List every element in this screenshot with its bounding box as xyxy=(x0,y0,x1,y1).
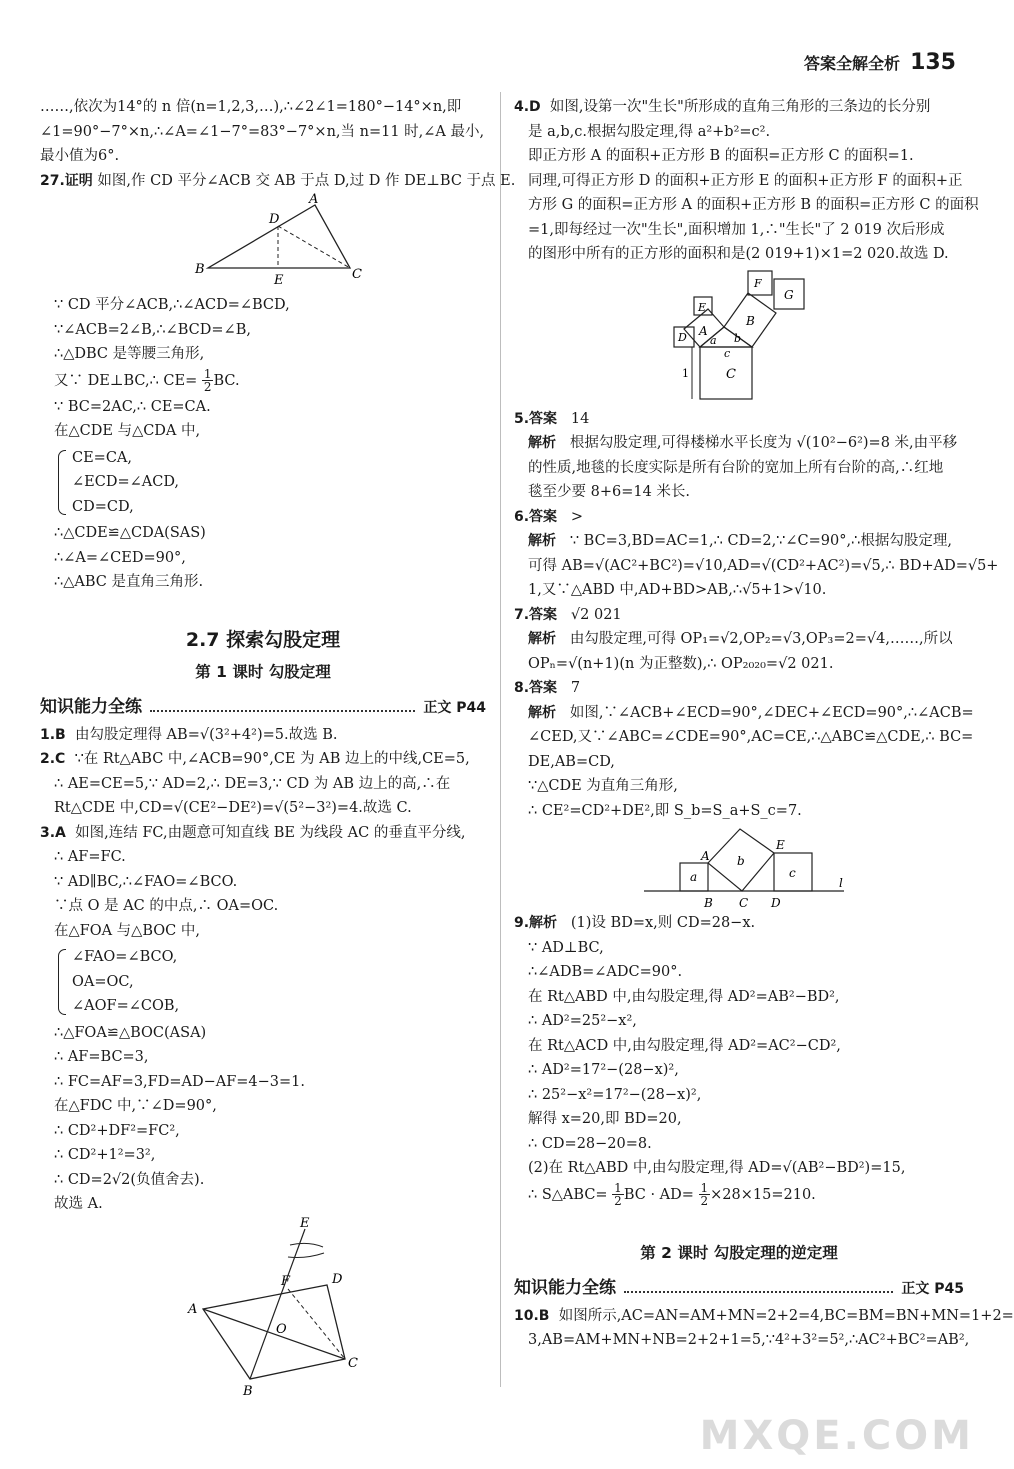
label-1: 1 xyxy=(682,366,689,380)
analysis-text: 由勾股定理,可得 OP₁=√2,OP₂=√3,OP₃=2=√4,……,所以 xyxy=(569,631,953,647)
fraction-prefix: 又∵ DE⊥BC,∴ CE= xyxy=(54,372,198,389)
text-line: ∵∠ACB=2∠B,∴∠BCD=∠B, xyxy=(54,321,251,338)
label-E: E xyxy=(776,838,785,852)
question-number: 10.B xyxy=(514,1307,550,1324)
label-D: D xyxy=(269,212,280,227)
brace-line: OA=OC, xyxy=(72,973,134,990)
question-number: 8.答案 xyxy=(514,680,558,696)
right-column xyxy=(514,95,1014,1353)
q5-answer xyxy=(514,407,964,432)
analysis-label: 解析 xyxy=(528,533,556,549)
text-line: 故选 A. xyxy=(54,1196,103,1212)
analysis-label: 解析 xyxy=(528,631,556,647)
label-a: a xyxy=(690,870,698,884)
answer: > xyxy=(570,508,584,525)
question-number: 2.C xyxy=(40,751,66,767)
practice-bar-page: 正文 P45 xyxy=(901,1280,964,1297)
label-D: D xyxy=(678,330,687,344)
q7-answer xyxy=(514,603,964,628)
answer: 7 xyxy=(570,680,581,696)
text-line: (2)在 Rt△ABD 中,由勾股定理,得 AD=√(AB²−BD²)=15, xyxy=(528,1160,906,1176)
lesson-title: 第 1 课时 勾股定理 xyxy=(195,662,331,681)
question-number: 9.解析 xyxy=(514,915,558,931)
brace-line: CE=CA, xyxy=(72,449,133,466)
text-line: 的性质,地毯的长度实际是所有台阶的宽加上所有台阶的高,∴红地 xyxy=(528,459,944,476)
lesson-title: 第 2 课时 勾股定理的逆定理 xyxy=(640,1243,838,1262)
text-line: 可得 AB=√(AC²+BC²)=√10,AD=√(CD²+AC²)=√5,∴ BD+AD=√5+ xyxy=(528,557,999,574)
question-number: 4.D xyxy=(514,99,541,115)
question-number: 3.A xyxy=(40,824,66,841)
label-B: B xyxy=(195,262,205,277)
q5-analysis xyxy=(514,431,964,456)
text-line: 1,又∵△ABD 中,AD+BD>AB,∴√5+1>√10. xyxy=(528,582,827,598)
label-O: O xyxy=(276,1321,287,1337)
analysis-text: 根据勾股定理,可得楼梯水平长度为 √(10²−6²)=8 米,由平移 xyxy=(569,435,958,451)
label-D: D xyxy=(332,1271,343,1287)
text-line: 在 Rt△ACD 中,由勾股定理,得 AD²=AC²−CD², xyxy=(528,1037,841,1054)
text-line: ∴ CD²+DF²=FC², xyxy=(54,1122,180,1139)
question-text: 如图所示,AC=AN=AM+MN=2+2=4,BC=BM=BN+MN=1+2= xyxy=(558,1307,1014,1324)
label-E: E xyxy=(274,273,284,288)
practice-bar xyxy=(514,1273,964,1298)
text-line: ∴△CDE≌△CDA(SAS) xyxy=(54,525,206,541)
fraction-suffix: BC. xyxy=(213,372,240,389)
practice-bar xyxy=(40,692,486,717)
q6-answer xyxy=(514,505,964,530)
page-header xyxy=(804,50,956,75)
q10-line xyxy=(514,1304,1014,1329)
label-A: A xyxy=(188,1301,198,1317)
label-B: B xyxy=(746,313,755,328)
fraction-numerator: 1 xyxy=(203,367,212,381)
page-number: 135 xyxy=(910,50,956,75)
condition-brace xyxy=(54,446,486,520)
q3-quadrilateral-figure xyxy=(40,1217,486,1397)
text-line: ∴ CD²+1²=3², xyxy=(54,1147,156,1163)
text-line: 的图形中所有的正方形的面积和是(2 019+1)×1=2 020.故选 D. xyxy=(528,246,949,262)
brace-line: CD=CD, xyxy=(72,498,134,515)
site-watermark: MXQE.COM xyxy=(699,1413,974,1459)
label-A: A xyxy=(309,192,319,207)
practice-bar-page: 正文 P44 xyxy=(423,699,486,716)
practice-bar-label: 知识能力全练 xyxy=(40,696,142,717)
label-b: b xyxy=(734,331,742,345)
q27-triangle-figure xyxy=(40,193,486,293)
text-line: ∴△ABC 是直角三角形. xyxy=(54,574,204,590)
left-column xyxy=(40,95,516,1399)
text-line: Rt△CDE 中,CD=√(CE²−DE²)=√(5²−3²)=4.故选 C. xyxy=(54,800,412,816)
question-number: 7.答案 xyxy=(514,606,558,623)
q8-answer xyxy=(514,676,964,701)
fraction xyxy=(612,1182,624,1207)
section-title: 2.7 探索勾股定理 xyxy=(185,628,341,651)
text-line: ∴ FC=AF=3,FD=AD−AF=4−3=1. xyxy=(54,1073,306,1090)
text-line: 同理,可得正方形 D 的面积+正方形 E 的面积+正方形 F 的面积+正 xyxy=(528,172,963,189)
q4-line xyxy=(514,95,964,120)
practice-bar-label: 知识能力全练 xyxy=(514,1277,616,1298)
label-E: E xyxy=(698,300,707,314)
column-divider xyxy=(500,92,501,1387)
fraction-line xyxy=(40,367,486,395)
area-suffix: ×28×15=210. xyxy=(710,1186,816,1203)
q1-line xyxy=(40,723,486,748)
question-number: 6.答案 xyxy=(514,508,558,525)
text-line: ……,依次为14°的 n 倍(n=1,2,3,…),∴∠2∠1=180°−14°×n,即 xyxy=(40,99,462,115)
label-F: F xyxy=(281,1273,291,1289)
fraction xyxy=(699,1182,711,1207)
text-line: ∴ CE²=CD²+DE²,即 S_b=S_a+S_c=7. xyxy=(528,802,802,819)
q27-heading xyxy=(40,169,516,194)
q4-pythagoras-tree-figure xyxy=(514,267,964,407)
text-line: ∴∠A=∠CED=90°, xyxy=(54,549,186,566)
label-c: c xyxy=(724,346,731,360)
text-line: ∵ BC=2AC,∴ CE=CA. xyxy=(54,398,211,415)
brace-line: ∠FAO=∠BCO, xyxy=(72,949,178,965)
text-line: 在△FDC 中,∵∠D=90°, xyxy=(54,1098,217,1114)
label-F: F xyxy=(754,276,762,290)
dotted-leader xyxy=(150,710,415,712)
text-line: ∵ AD∥BC,∴∠FAO=∠BCO. xyxy=(54,873,238,890)
q8-squares-on-line-figure xyxy=(514,823,964,911)
question-number: 27.证明 xyxy=(40,172,93,189)
label-C: C xyxy=(726,366,736,382)
fraction-denominator: 2 xyxy=(203,380,212,394)
label-E: E xyxy=(300,1215,310,1231)
brace-line: ∠AOF=∠COB, xyxy=(72,998,180,1014)
analysis-text: 如图,∵∠ACB+∠ECD=90°,∠DEC+∠ECD=90°,∴∠ACB= xyxy=(569,704,974,721)
q2-line xyxy=(40,747,486,772)
fraction-numerator: 1 xyxy=(700,1181,709,1195)
area-line xyxy=(514,1181,964,1209)
text-line: DE,AB=CD, xyxy=(528,753,615,770)
label-B: B xyxy=(243,1383,253,1399)
label-C: C xyxy=(739,896,749,910)
text-line: 在△FOA 与△BOC 中, xyxy=(54,922,200,939)
label-A: A xyxy=(701,849,710,863)
brace-line: ∠ECD=∠ACD, xyxy=(72,474,180,490)
label-C: C xyxy=(352,267,362,282)
q7-analysis xyxy=(514,627,964,652)
label-a: a xyxy=(710,333,717,347)
text-line: ∴ AF=FC. xyxy=(54,849,126,865)
q9-line xyxy=(514,911,964,936)
question-text: 如图,作 CD 平分∠ACB 交 AB 于点 D,过 D 作 DE⊥BC 于点 E. xyxy=(97,172,516,189)
fraction-denominator: 2 xyxy=(614,1194,622,1208)
text-line: 最小值为6°. xyxy=(40,148,120,164)
label-c: c xyxy=(789,866,796,880)
text-line: ∴ CD=2√2(负值舍去). xyxy=(54,1171,205,1188)
dotted-leader xyxy=(624,1291,893,1293)
question-text: (1)设 BD=x,则 CD=28−x. xyxy=(570,915,756,931)
question-number: 5.答案 xyxy=(514,410,558,427)
text-line: 在 Rt△ABD 中,由勾股定理,得 AD²=AB²−BD², xyxy=(528,988,840,1005)
question-text: 由勾股定理得 AB=√(3²+4²)=5.故选 B. xyxy=(74,726,338,743)
q3-line xyxy=(40,821,486,846)
text-line: ∴ AE=CE=5,∵ AD=2,∴ DE=3,∵ CD 为 AB 边上的高,∴在 xyxy=(54,775,451,792)
label-D: D xyxy=(771,896,781,910)
question-text: ∵在 Rt△ABC 中,∠ACB=90°,CE 为 AB 边上的中线,CE=5, xyxy=(74,751,470,767)
fraction xyxy=(202,368,214,393)
header-title: 答案全解全析 xyxy=(804,54,901,73)
text-line: ∴ 25²−x²=17²−(28−x)², xyxy=(528,1086,702,1103)
analysis-label: 解析 xyxy=(528,435,556,451)
text-line: ∵△CDE 为直角三角形, xyxy=(528,778,678,794)
text-line: ∵ AD⊥BC, xyxy=(528,939,604,956)
answer: √2 021 xyxy=(570,606,622,623)
text-line: ∴ AD²=25²−x², xyxy=(528,1013,637,1029)
label-l: l xyxy=(839,876,843,890)
text-line: 毯至少要 8+6=14 米长. xyxy=(528,484,691,500)
text-line: ∠1=90°−7°×n,∴∠A=∠1−7°=83°−7°×n,当 n=11 时,∠A 最小, xyxy=(40,123,485,140)
analysis-text: ∵ BC=3,BD=AC=1,∴ CD=2,∵∠C=90°,∴根据勾股定理, xyxy=(569,533,952,549)
text-line: 是 a,b,c.根据勾股定理,得 a²+b²=c². xyxy=(528,123,771,140)
area-prefix: ∴ S△ABC= xyxy=(528,1186,608,1203)
text-line: OPₙ=√(n+1)(n 为正整数),∴ OP₂₀₂₀=√2 021. xyxy=(528,655,834,672)
text-line: ∵点 O 是 AC 的中点,∴ OA=OC. xyxy=(54,898,279,914)
text-line: =1,即每经过一次"生长",面积增加 1,∴"生长"了 2 019 次后形成 xyxy=(528,221,945,238)
text-line: ∴ AD²=17²−(28−x)², xyxy=(528,1062,679,1078)
area-middle: BC · AD= xyxy=(623,1186,694,1203)
question-text: 如图,连结 FC,由题意可知直线 BE 为线段 AC 的垂直平分线, xyxy=(75,824,466,841)
text-line: ∴ AF=BC=3, xyxy=(54,1049,149,1065)
text-line: ∴ CD=28−20=8. xyxy=(528,1135,652,1152)
q8-analysis xyxy=(514,701,974,726)
text-line: ∴△FOA≌△BOC(ASA) xyxy=(54,1024,207,1041)
label-B: B xyxy=(704,896,713,910)
fraction-denominator: 2 xyxy=(700,1194,709,1208)
condition-brace xyxy=(54,945,486,1019)
text-line: ∠CED,又∵∠ABC=∠CDE=90°,AC=CE,∴△ABC≌△CDE,∴ BC= xyxy=(528,729,974,745)
answer: 14 xyxy=(570,410,590,427)
fraction-numerator: 1 xyxy=(614,1181,622,1195)
label-C: C xyxy=(348,1355,358,1371)
question-text: 如图,设第一次"生长"所形成的直角三角形的三条边的长分别 xyxy=(549,99,931,115)
question-number: 1.B xyxy=(40,726,66,743)
label-b: b xyxy=(737,854,745,868)
text-line: 3,AB=AM+MN+NB=2+2+1=5,∵4²+3²=5²,∴AC²+BC²=AB², xyxy=(528,1332,970,1348)
text-line: 方形 G 的面积=正方形 A 的面积+正方形 B 的面积=正方形 C 的面积 xyxy=(528,197,979,213)
text-line: 解得 x=20,即 BD=20, xyxy=(528,1111,682,1127)
text-line: 在△CDE 与△CDA 中, xyxy=(54,423,201,439)
text-line: 即正方形 A 的面积+正方形 B 的面积=正方形 C 的面积=1. xyxy=(528,148,914,164)
label-A: A xyxy=(699,323,708,338)
text-line: ∴△DBC 是等腰三角形, xyxy=(54,346,205,362)
label-G: G xyxy=(784,287,794,302)
q6-analysis xyxy=(514,529,964,554)
text-line: ∵ CD 平分∠ACB,∴∠ACD=∠BCD, xyxy=(54,297,290,313)
analysis-label: 解析 xyxy=(528,704,556,721)
text-line: ∴∠ADB=∠ADC=90°. xyxy=(528,964,683,980)
